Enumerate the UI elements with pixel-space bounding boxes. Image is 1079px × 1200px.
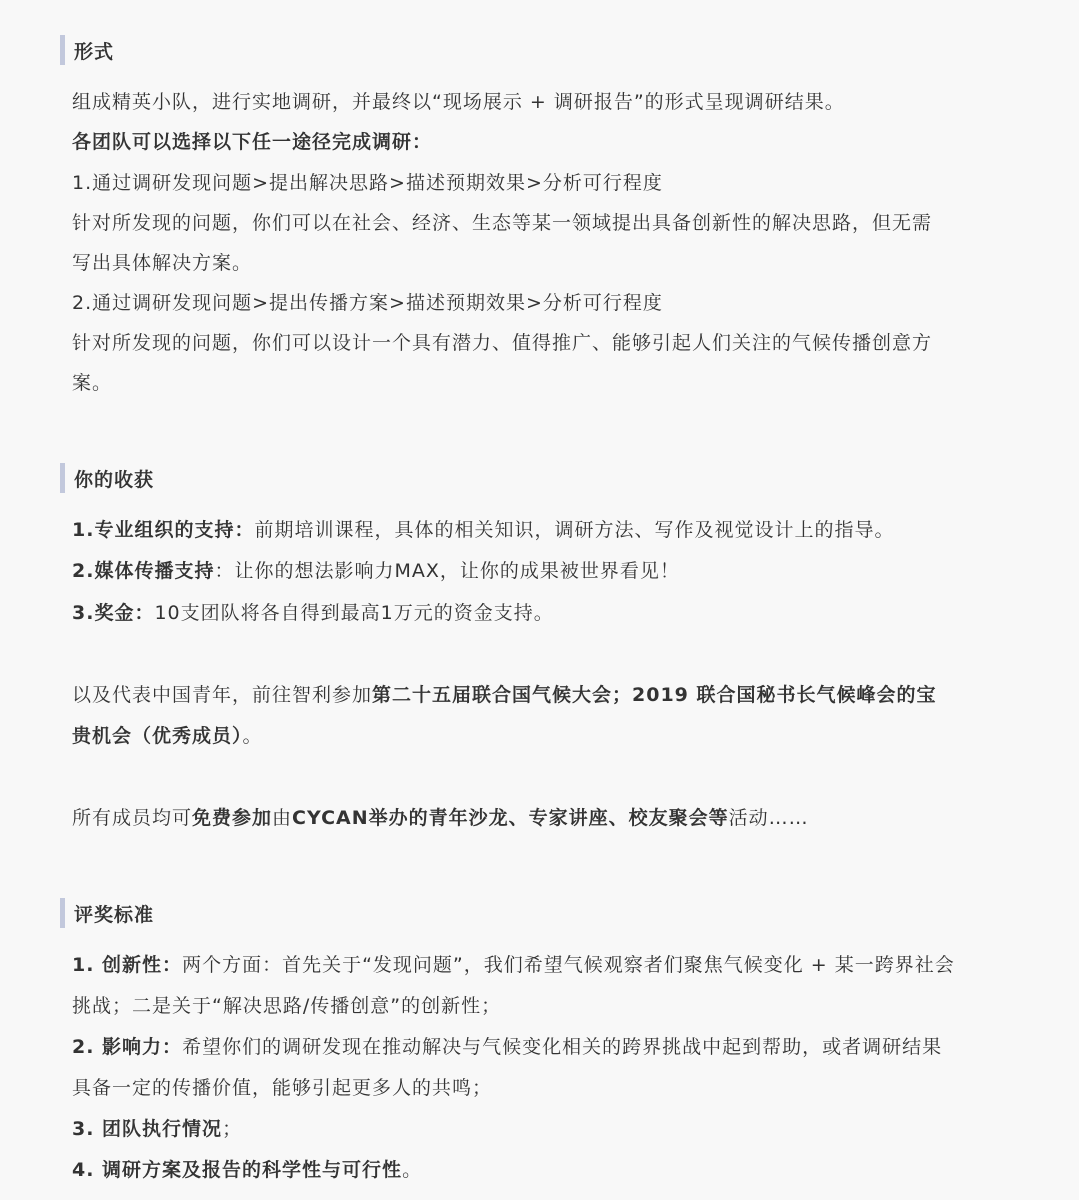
- path2-desc-line2: 案。: [72, 372, 113, 394]
- criterion-1-line2: 挑战；二是关于“解决思路/传播创意”的创新性；: [72, 995, 502, 1017]
- section-heading-gains: [60, 463, 154, 493]
- criterion-2-line2: 具备一定的传播价值，能够引起更多人的共鸣；: [72, 1077, 493, 1099]
- represent-line2: 贵机会（优秀成员）。: [72, 725, 263, 747]
- represent-line1: 以及代表中国青年，前往智利参加第二十五届联合国气候大会；2019 联合国秘书长气候峰会的宝: [72, 684, 937, 706]
- criterion-4: 4. 调研方案及报告的科学性与可行性。: [72, 1159, 423, 1181]
- path1-desc-line1: 针对所发现的问题，你们可以在社会、经济、生态等某一领域提出具备创新性的解决思路，但无需: [72, 212, 933, 234]
- criterion-1-line1: 1. 创新性：两个方面：首先关于“发现问题”，我们希望气候观察者们聚焦气候变化 + 某一跨界社会: [72, 954, 955, 976]
- section-heading-format: [60, 35, 114, 65]
- path2-title: 2.通过调研发现问题>提出传播方案>描述预期效果>分析可行程度: [72, 292, 663, 314]
- section-title: 形式: [74, 40, 115, 63]
- criterion-2-line1: 2. 影响力：希望你们的调研发现在推动解决与气候变化相关的跨界挑战中起到帮助，或者调研结果: [72, 1036, 943, 1058]
- section-title: 你的收获: [74, 468, 155, 491]
- section-heading-criteria: [60, 898, 154, 928]
- paragraph-choose: 各团队可以选择以下任一途径完成调研：: [72, 131, 433, 153]
- members-line: 所有成员均可免费参加由CYCAN举办的青年沙龙、专家讲座、校友聚会等活动……: [72, 807, 809, 829]
- gain-item-2: 2.媒体传播支持：让你的想法影响力MAX，让你的成果被世界看见！: [72, 560, 680, 582]
- path2-desc-line1: 针对所发现的问题，你们可以设计一个具有潜力、值得推广、能够引起人们关注的气候传播创意方: [72, 332, 933, 354]
- paragraph-intro: 组成精英小队，进行实地调研，并最终以“现场展示 + 调研报告”的形式呈现调研结果。: [72, 91, 845, 113]
- criterion-3: 3. 团队执行情况；: [72, 1118, 243, 1140]
- gain-item-1: 1.专业组织的支持：前期培训课程，具体的相关知识，调研方法、写作及视觉设计上的指导。: [72, 519, 895, 541]
- path1-desc-line2: 写出具体解决方案。: [72, 252, 253, 274]
- gain-item-3: 3.奖金：10支团队将各自得到最高1万元的资金支持。: [72, 602, 554, 624]
- path1-title: 1.通过调研发现问题>提出解决思路>描述预期效果>分析可行程度: [72, 172, 663, 194]
- section-title: 评奖标准: [74, 903, 155, 926]
